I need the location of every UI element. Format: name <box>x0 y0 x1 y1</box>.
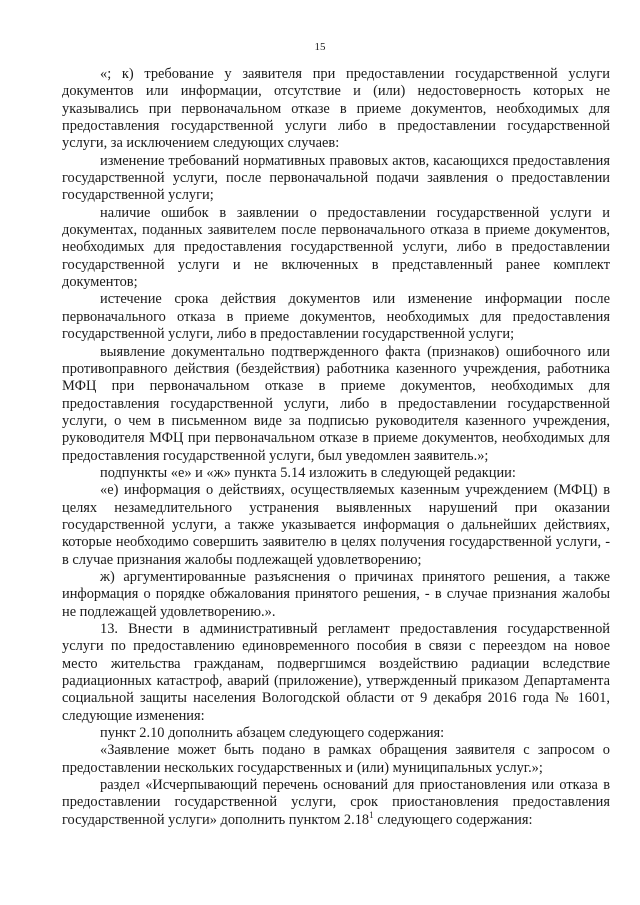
document-body <box>62 66 610 829</box>
paragraph-tail: следующего содержания: <box>373 811 533 828</box>
paragraph: ж) аргументированные разъяснения о причинах принятого решения, а также информация о порядке обжалования принятого решения, - в случае признания жалобы не подлежащей удовлетворению.». <box>62 568 610 620</box>
paragraph: наличие ошибок в заявлении о предоставлении государственной услуги и документах, поданных заявителем после первоначального отказа в приеме документов, необходимых для предоставления государственной услуги, либо в предоставлении государственной услуги и не включенных в представленный ранее комплект документов; <box>62 204 610 291</box>
paragraph: подпункты «е» и «ж» пункта 5.14 изложить в следующей редакции: <box>100 464 516 481</box>
superscript: 1 <box>369 809 374 820</box>
paragraph: «е) информация о действиях, осуществляемых казенным учреждением (МФЦ) в целях незамедлительного устранения выявленных нарушений при оказании государственной услуги, а также указывается информация о дальнейших действиях, которые необходимо совершить заявителю в целях получения государственной услуги, - в случае признания жалобы подлежащей удовлетворению; <box>62 482 610 568</box>
paragraph: 13. Внести в административный регламент предоставления государственной услуги по предоставлению единовременного пособия в связи с переездом на новое место жительства гражданам, подвергшимся воздействию радиации вследствие радиационных катастроф, аварий (приложение), утвержденный приказом Департамента социальной защиты населения Вологодской области от 9 декабря 2016 года № 1601, следующие изменения: <box>62 621 610 724</box>
paragraph: изменение требований нормативных правовых актов, касающихся предоставления государственной услуги, после первоначальной подачи заявления о предоставлении государственной услуги; <box>62 152 610 204</box>
paragraph: «; к) требование у заявителя при предоставлении государственной услуги документов или информации, отсутствие и (или) недостоверность которых не указывались при первоначальном отказе в приеме документов, необходимых для предоставления государственной услуги либо в предоставлении государственной услуги, за исключением следующих случаев: <box>62 66 610 152</box>
paragraph: пункт 2.10 дополнить абзацем следующего содержания: <box>100 725 445 742</box>
paragraph: «Заявление может быть подано в рамках обращения заявителя с запросом о предоставлении нескольких государственных и (или) муниципальных услуг.»; <box>62 742 610 776</box>
paragraph: выявление документально подтвержденного факта (признаков) ошибочного или противоправного действия (бездействия) работника казенного учреждения, работника МФЦ при первоначальном отказе в приеме документов, необходимых для предоставления государственной услуги, либо в предоставлении государственной услуги, о чем в письменном виде за подписью руководителя казенного учреждения, руководителя МФЦ при первоначальном отказе в приеме документов, необходимых для предоставления государственной услуги, был уведомлен заявитель.»; <box>62 343 610 464</box>
page-number: 15 <box>314 41 326 53</box>
paragraph <box>62 777 610 829</box>
paragraph: истечение срока действия документов или изменение информации после первоначального отказа в приеме документов, необходимых для предоставления государственной услуги, либо в предоставлении государственной услуги; <box>62 291 610 343</box>
paragraph-text: раздел «Исчерпывающий перечень оснований для приостановления или отказа в предоставлении государственной услуги, срок приостановления предоставления государственной услуги» дополнить пунктом 2.18 <box>62 777 610 828</box>
